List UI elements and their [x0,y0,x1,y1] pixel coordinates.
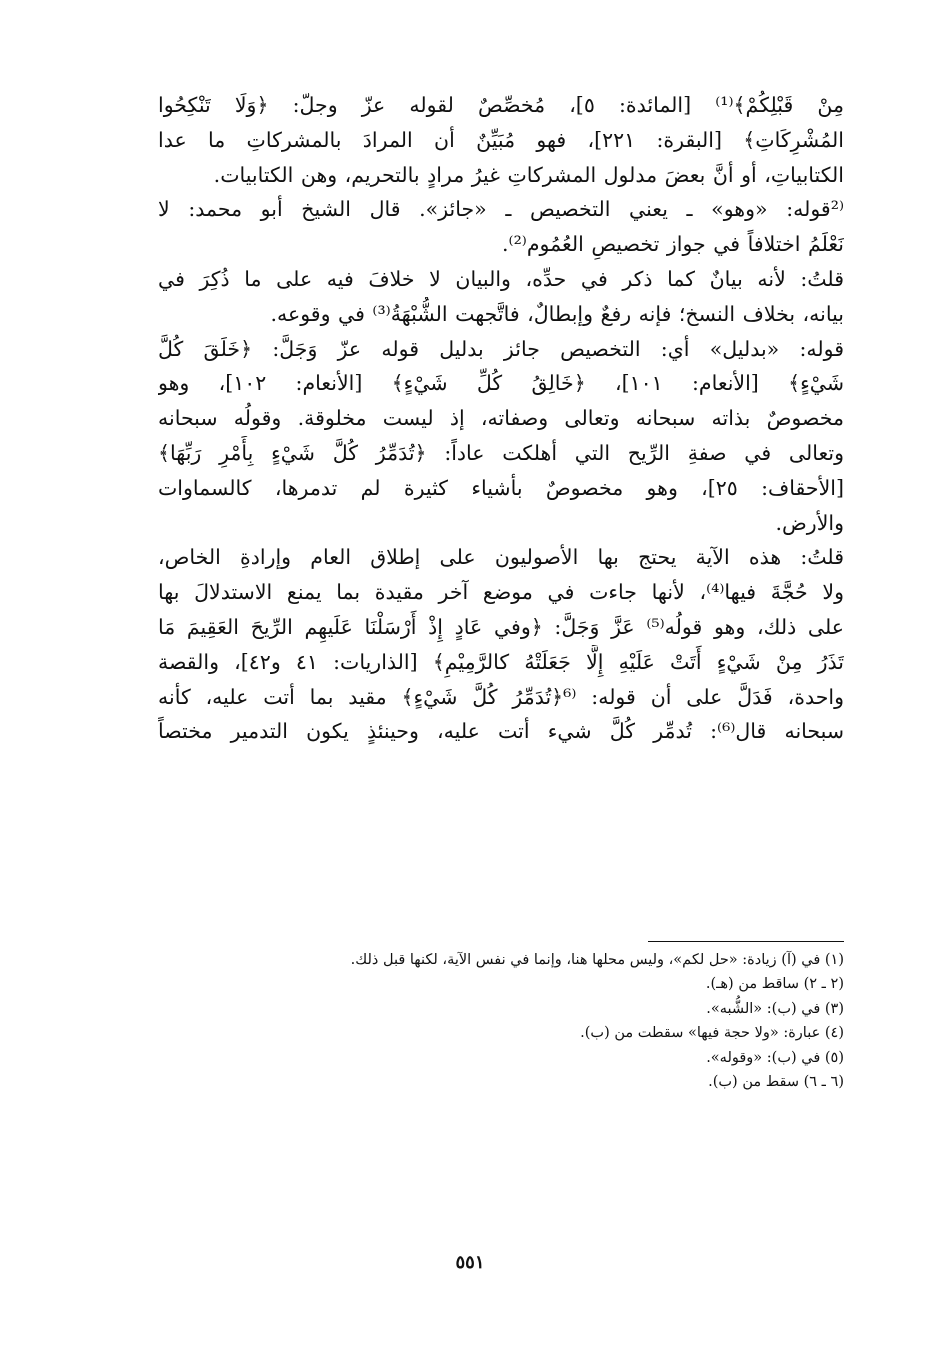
main-text [158,88,844,749]
page-number: ٥٥١ [455,1252,485,1273]
text-line: مِنْ قَبْلِكُمْ﴾⁽¹⁾ [المائدة: ٥]، مُخصِّصٌ لقوله عزّ وجلّ: ﴿وَلَا تَنْكِحُوا [158,93,844,117]
text-line: تَذَرُ مِنْ شَيْءٍ أَتَتْ عَلَيْهِ إِلَّا جَعَلَتْهُ كالرَّمِيْمِ﴾ [الذاريات: ٤١ و٤٢]، والقصة [158,649,844,674]
text-line: المُشْرِكَاتِ﴾ [البقرة: ٢٢١]، فهو مُبَيِّنٌ أن المرادَ بالمشركاتِ ما عدا [158,127,844,152]
footnotes [250,948,844,1094]
text-line: بيانه، بخلاف النسخ؛ فإنه رفعٌ وإبطالٌ، فاتَّجهت الشُّبْهَةُ⁽³⁾ في وقوعه. [270,301,844,326]
text-line: واحدة، فَدَلَّ على أن قوله: ⁽⁶﴿تُدَمِّرُ كُلَّ شَيْءٍ﴾ مقيد بما أتت عليه، كأنه [158,684,844,709]
text-line: قلتُ: هذه الآية يحتج بها الأصوليون على إطلاق العام وإرادةِ الخاص، [158,545,844,570]
text-line: الكتابياتِ، أو أنَّ بعضَ مدلول المشركاتِ غيرُ مرادٍ بالتحريم، وهن الكتابيات. [213,162,844,187]
footnote: (٥) في (ب): «وقوله». [706,1049,844,1066]
text-line: مخصوصٌ بذاته سبحانه وتعالى وصفاته، إذ ليست مخلوقة. وقولُه سبحانه [158,406,844,431]
text-line: سبحانه قال⁽⁶⁾: تُدمِّر كُلَّ شيء أتت عليه، وحينئذٍ يكون التدمير مختصاً [158,719,844,744]
footnote: (٤) عبارة: «ولا حجة فيها» سقطت من (ب). [580,1025,844,1042]
footnote: (٦ ـ ٦) سقط من (ب). [708,1073,844,1090]
text-line: نَعْلَمُ اختلافاً في جواز تخصيصِ العُمُوم⁽²⁾. [502,232,844,257]
footnote: (١) في (آ) زيادة: «حل لكم»، وليس محلها هنا، وإنما في نفس الآية، لكنها قبل ذلك. [350,952,844,968]
text-line: ولا حُجَّةَ فيها⁽⁴⁾، لأنها جاءت في موضع آخر مقيدة بما يمنع الاستدلالَ بها [158,580,844,605]
text-line: ⁽²قوله: «وهو» ـ يعني التخصيص ـ «جائز». قال الشيخ أبو محمد: لا [158,197,844,222]
text-line: والأرض. [775,510,844,535]
text-line: شَيْءٍ﴾ [الأنعام: ١٠١]، ﴿خَالِقُ كُلِّ شَيْءٍ﴾ [الأنعام: ١٠٢]، وهو [158,371,844,396]
footnote-separator [648,941,844,942]
footnote: (٣) في (ب): «الشُّبه». [706,1000,844,1017]
text-line: قلتُ: لأنه بيانٌ كما ذكر في حدِّه، والبيان لا خلافَ فيه على ما ذُكِرَ في [158,266,844,291]
text-line: على ذلك، وهو قولُه⁽⁵⁾ عَزَّ وَجَلَّ: ﴿وفي عَادٍ إِذْ أَرْسَلْنَا عَلَيهِم الرِّيحَ العَقِيمَ مَا [158,614,844,639]
footnote: (٢ ـ ٢) ساقط من (هـ). [705,976,844,993]
text-line: وتعالى في صفةِ الرِّيح التي أهلكت عاداً: ﴿تُدَمِّرُ كُلَّ شَيْءٍ بِأَمْرِ رَبِّهَا﴾ [158,440,844,465]
text-line: قوله: «بدليل» أي: التخصيص جائز بدليل قوله عزّ وَجَلَّ: ﴿خَلَقَ كُلَّ [158,336,844,361]
text-line: [الأحقاف: ٢٥]، وهو مخصوصٌ بأشياء كثيرة لم تدمرها، كالسماوات [158,475,844,500]
